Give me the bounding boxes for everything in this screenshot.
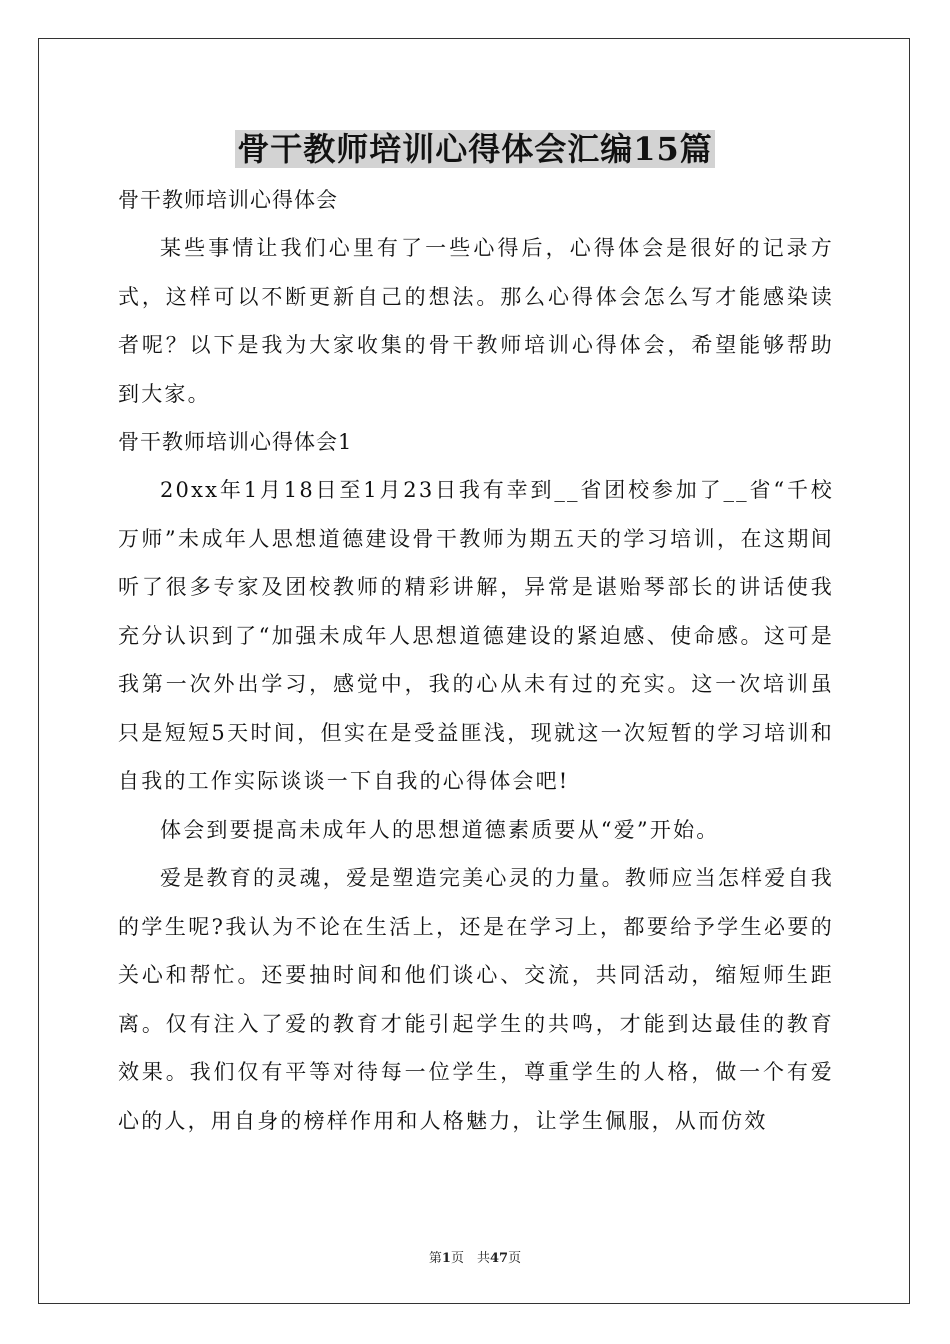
page-current: 1	[441, 1251, 451, 1266]
paragraph: 某些事情让我们心里有了一些心得后，心得体会是很好的记录方式，这样可以不断更新自己的想法。那么心得体会怎么写才能感染读者呢？以下是我为大家收集的骨干教师培训心得体会，希望能够帮助到大家。	[118, 236, 834, 406]
page-suffix: 页	[508, 1251, 522, 1266]
document-title	[0, 126, 950, 172]
section-heading: 骨干教师培训心得体会1	[118, 430, 353, 454]
page-mid: 页 共	[450, 1251, 490, 1266]
page-footer	[0, 1250, 950, 1268]
section-heading: 骨干教师培训心得体会	[118, 188, 338, 212]
document-title-text: 骨干教师培训心得体会汇编15篇	[237, 130, 713, 168]
paragraph: 体会到要提高未成年人的思想道德素质要从“爱”开始。	[160, 817, 720, 842]
page-total: 47	[489, 1251, 509, 1266]
paragraph: 爱是教育的灵魂，爱是塑造完美心灵的力量。教师应当怎样爱自我的学生呢?我认为不论在生活上，还是在学习上，都要给予学生必要的关心和帮忙。还要抽时间和他们谈心、交流，共同活动，缩短师生距离。仅有注入了爱的教育才能引起学生的共鸣，才能到达最佳的教育效果。我们仅有平等对待每一位学生，尊重学生的人格，做一个有爱心的人，用自身的榜样作用和人格魅力，让学生佩服，从而仿效	[118, 866, 834, 1133]
document-body	[118, 176, 834, 1145]
page-prefix: 第	[428, 1251, 442, 1266]
paragraph: 20xx年1月18日至1月23日我有幸到__省团校参加了__省“千校万师”未成年人思想道德建设骨干教师为期五天的学习培训，在这期间听了很多专家及团校教师的精彩讲解，异常是谌贻琴部长的讲话使我充分认识到了“加强未成年人思想道德建设的紧迫感、使命感。这可是我第一次外出学习，感觉中，我的心从未有过的充实。这一次培训虽只是短短5天时间，但实在是受益匪浅，现就这一次短暂的学习培训和自我的工作实际谈谈一下自我的心得体会吧!	[118, 478, 834, 793]
